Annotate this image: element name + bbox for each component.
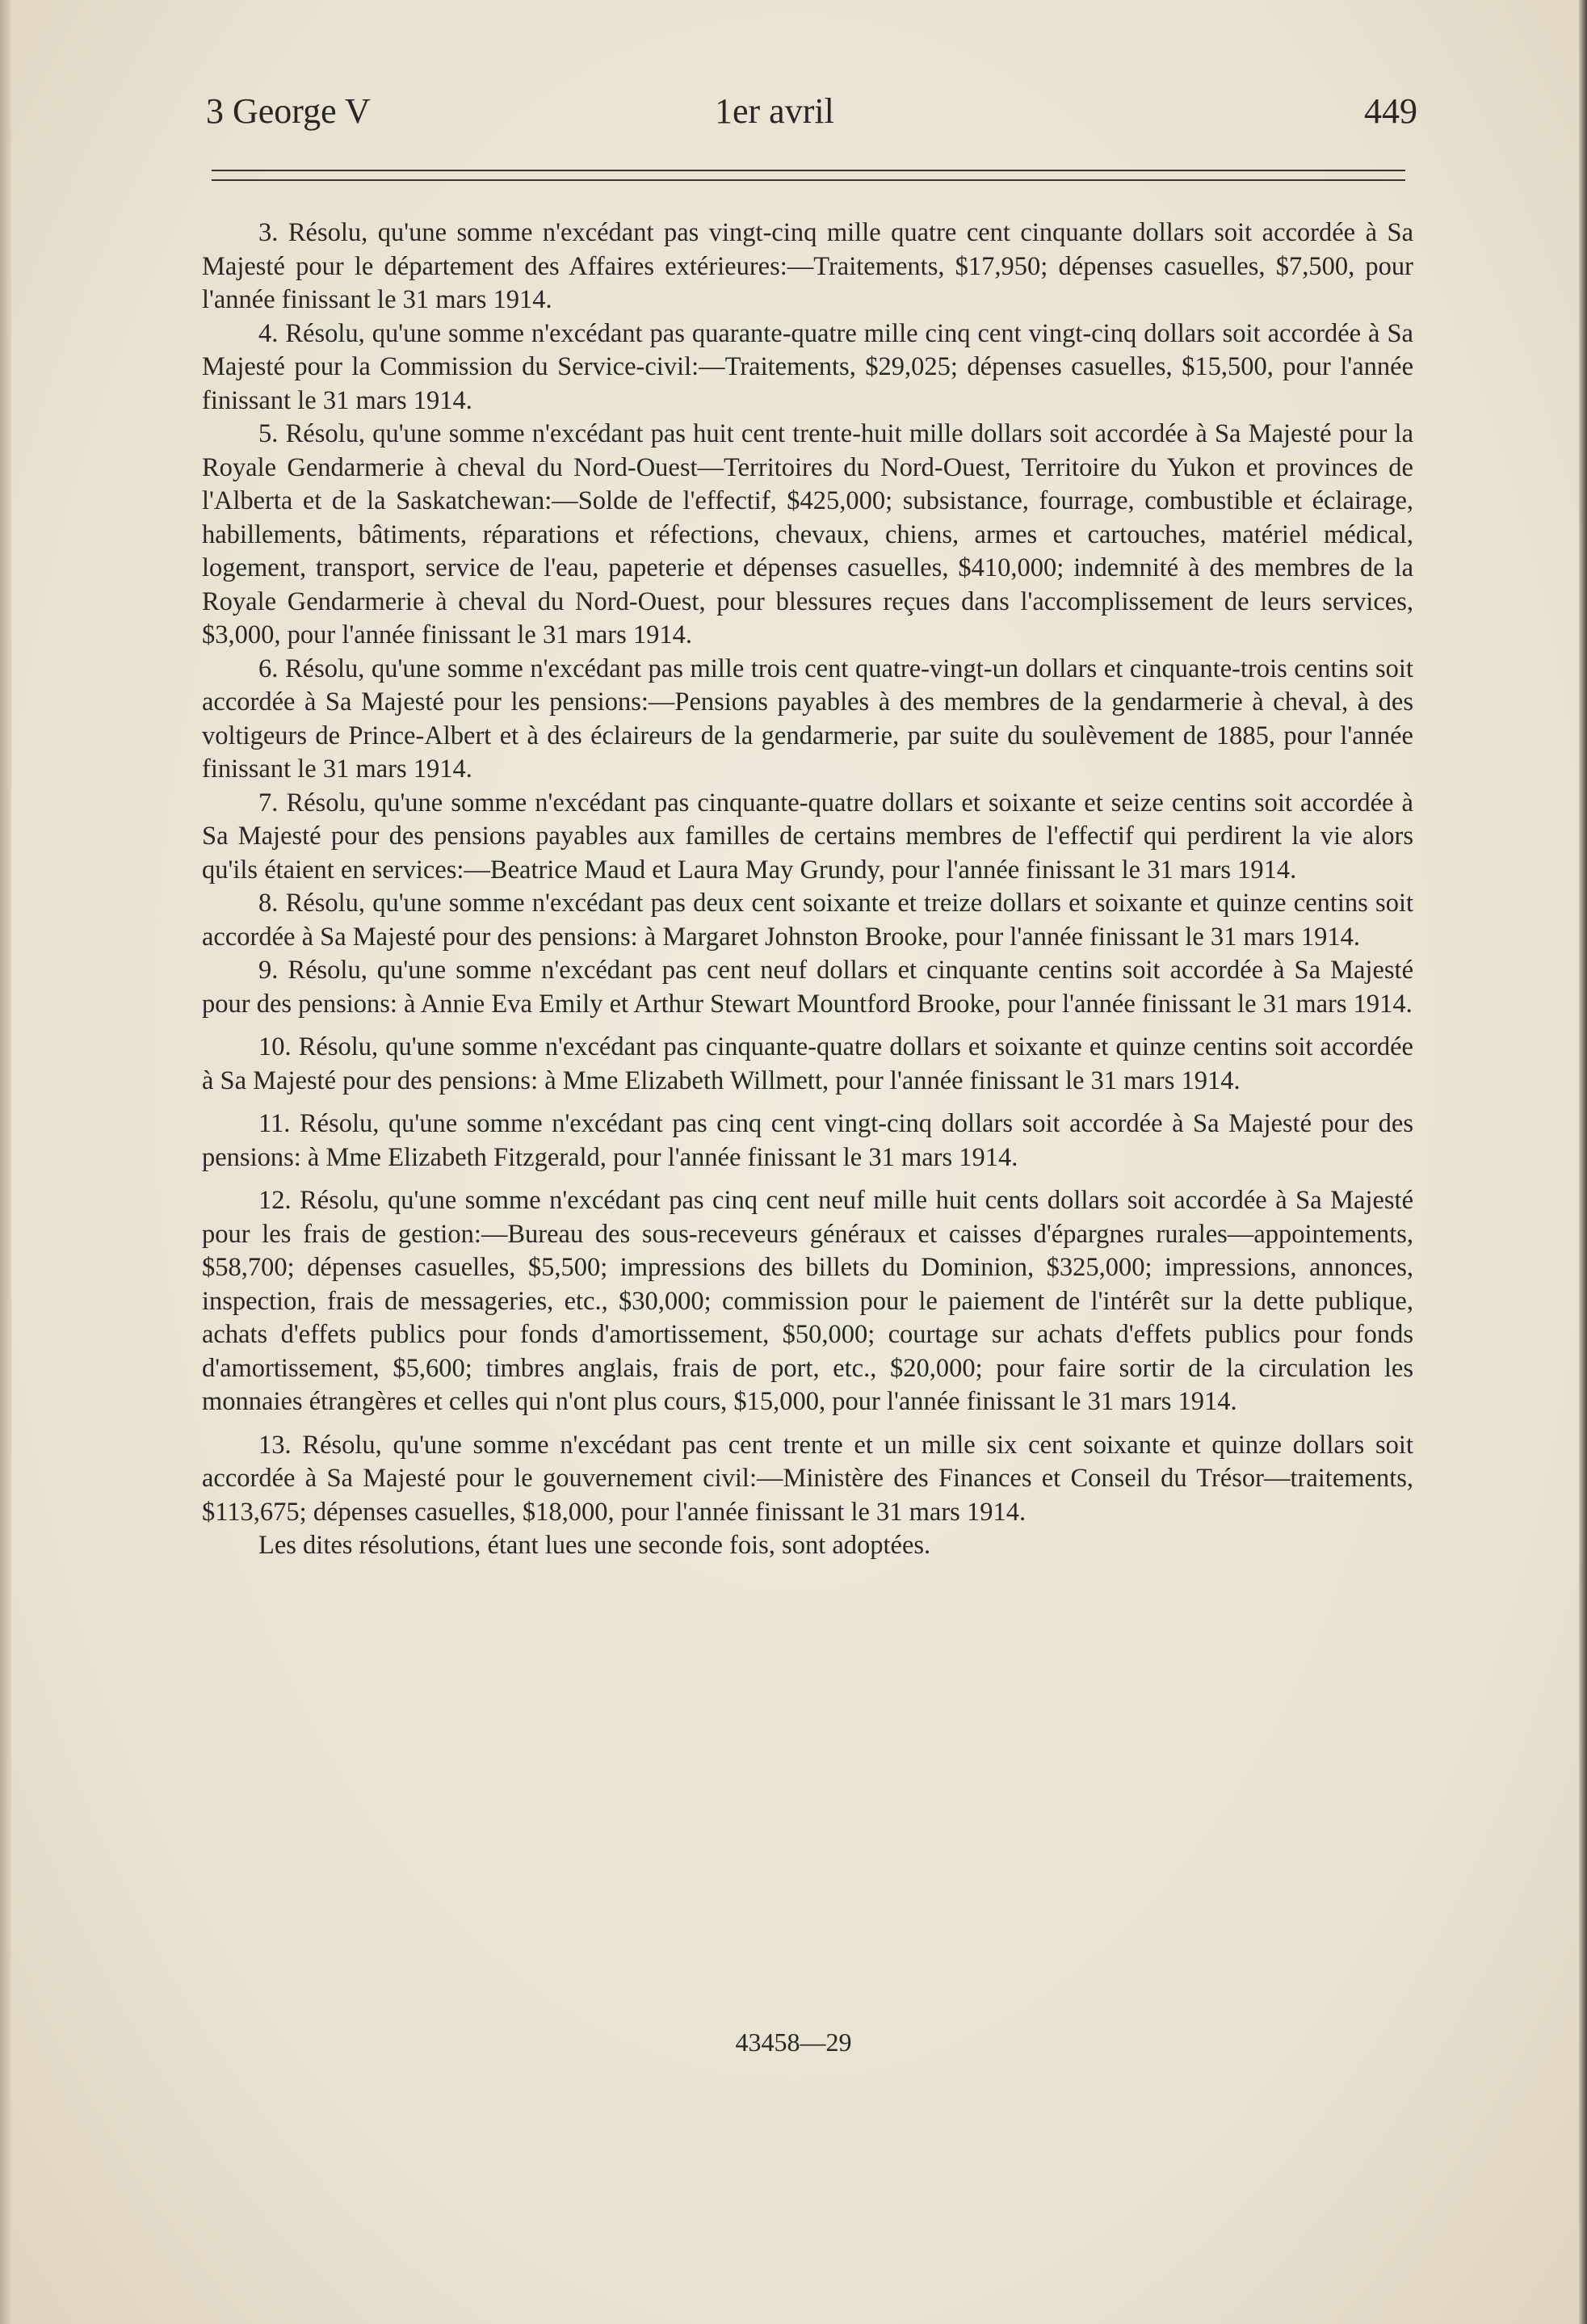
- resolution-paragraph: 12. Résolu, qu'une somme n'excédant pas cinq cent neuf mille huit cents dollars soit accordée à Sa Majesté pour les frais de gestion:—Bureau des sous-receveurs généraux et caisses d'épargnes rurales—appointements, $58,700; dépenses casuelles, $5,500; impressions des billets du Dominion, $325,000; impressions, annonces, inspection, frais de messageries, etc., $30,000; commission pour le paiement de l'intérêt sur la dette publique, achats d'effets publics pour fonds d'amortissement, $50,000; courtage sur achats d'effets publics pour fonds d'amortissement, $5,600; timbres anglais, frais de port, etc., $20,000; pour faire sortir de la circulation les monnaies étrangères et celles qui n'ont plus cours, $15,000, pour l'année finissant le 31 mars 1914.: [202, 1186, 1413, 1416]
- resolution-paragraph: 6. Résolu, qu'une somme n'excédant pas mille trois cent quatre-vingt-un dollars et cinquante-trois centins soit accordée à Sa Majesté pour les pensions:—Pensions payables à des membres de la gendarmerie à cheval, à des voltigeurs de Prince-Albert et à des éclaireurs de la gendarmerie, par suite du soulèvement de 1885, pour l'année finissant le 31 mars 1914.: [202, 653, 1413, 784]
- header-rule-top: [212, 170, 1405, 171]
- resolution-paragraph: 11. Résolu, qu'une somme n'excédant pas cinq cent vingt-cinq dollars soit accordée à Sa Majesté pour des pensions: à Mme Elizabeth Fitzgerald, pour l'année finissant le 31 mars 1914.: [202, 1109, 1413, 1172]
- page-number: 449: [1364, 91, 1417, 131]
- header-date: 1er avril: [715, 91, 834, 131]
- resolution-paragraph: 5. Résolu, qu'une somme n'excédant pas huit cent trente-huit mille dollars soit accordée à Sa Majesté pour la Royale Gendarmerie à cheval du Nord-Ouest—Territoires du Nord-Ouest, Territoire du Yukon et provinces de l'Alberta et de la Saskatchewan:—Solde de l'effectif, $425,000; subsistance, fourrage, combustible et éclairage, habillements, bâtiments, réparations et réfections, chevaux, chiens, armes et cartouches, matériel médical, logement, transport, service de l'eau, papeterie et dépenses casuelles, $410,000; indemnité à des membres de la Royale Gendarmerie à cheval du Nord-Ouest, pour blessures reçues dans l'accomplissement de leurs services, $3,000, pour l'année finissant le 31 mars 1914.: [202, 419, 1413, 649]
- printer-signature: 43458—29: [735, 2028, 852, 2057]
- closing-statement: Les dites résolutions, étant lues une seconde fois, sont adoptées.: [258, 1531, 931, 1560]
- resolutions-body: [202, 216, 1413, 1563]
- resolution-paragraph: 3. Résolu, qu'une somme n'excédant pas vingt-cinq mille quatre cent cinquante dollars soit accordée à Sa Majesté pour le département des Affaires extérieures:—Traitements, $17,950; dépenses casuelles, $7,500, pour l'année finissant le 31 mars 1914.: [202, 218, 1413, 314]
- header-rule-bottom: [212, 179, 1405, 181]
- resolution-paragraph: 13. Résolu, qu'une somme n'excédant pas cent trente et un mille six cent soixante et quinze dollars soit accordée à Sa Majesté pour le gouvernement civil:—Ministère des Finances et Conseil du Trésor—traitements, $113,675; dépenses casuelles, $18,000, pour l'année finissant le 31 mars 1914.: [202, 1430, 1413, 1527]
- resolution-paragraph: 10. Résolu, qu'une somme n'excédant pas cinquante-quatre dollars et soixante et quinze centins soit accordée à Sa Majesté pour des pensions: à Mme Elizabeth Willmett, pour l'année finissant le 31 mars 1914.: [202, 1032, 1413, 1095]
- binding-edge: [0, 0, 11, 2324]
- resolution-paragraph: 4. Résolu, qu'une somme n'excédant pas quarante-quatre mille cinq cent vingt-cinq dollars soit accordée à Sa Majesté pour la Commission du Service-civil:—Traitements, $29,025; dépenses casuelles, $15,500, pour l'année finissant le 31 mars 1914.: [202, 318, 1413, 415]
- header-regnal-year: 3 George V: [206, 91, 371, 131]
- resolution-paragraph: 9. Résolu, qu'une somme n'excédant pas cent neuf dollars et cinquante centins soit accordée à Sa Majesté pour des pensions: à Annie Eva Emily et Arthur Stewart Mountford Brooke, pour l'année finissant le 31 mars 1914.: [202, 956, 1413, 1019]
- resolution-paragraph: 7. Résolu, qu'une somme n'excédant pas cinquante-quatre dollars et soixante et seize centins soit accordée à Sa Majesté pour des pensions payables aux familles de certains membres de l'effectif qui perdirent la vie alors qu'ils étaient en services:—Beatrice Maud et Laura May Grundy, pour l'année finissant le 31 mars 1914.: [202, 788, 1413, 885]
- resolution-paragraph: 8. Résolu, qu'une somme n'excédant pas deux cent soixante et treize dollars et soixante et quinze centins soit accordée à Sa Majesté pour des pensions: à Margaret Johnston Brooke, pour l'année finissant le 31 mars 1914.: [202, 889, 1413, 952]
- running-header: [206, 90, 1417, 139]
- page-edge-shadow: [1579, 0, 1587, 2324]
